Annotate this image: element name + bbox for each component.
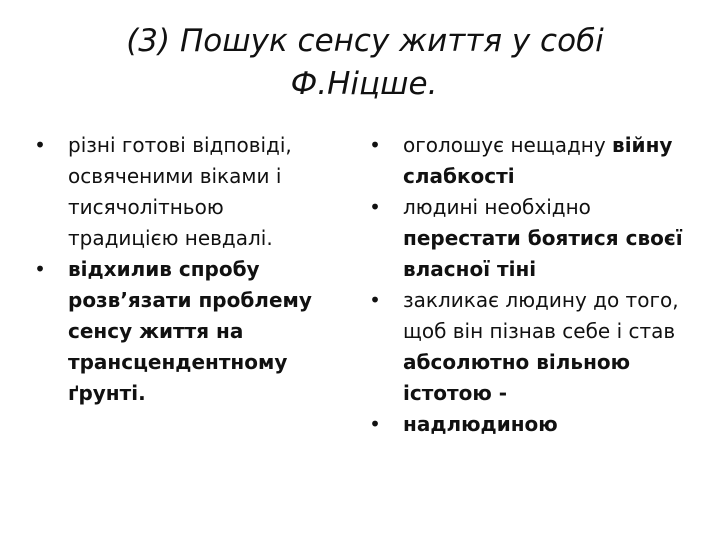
bullet-icon: •: [369, 288, 381, 312]
list-item: [30, 254, 340, 409]
right-item-3-bold: абсолютно вільною істотою -: [403, 350, 631, 405]
left-item-1-text: різні готові відповіді, освяченими віками і тисячолітньою традицією невдалі.: [68, 133, 292, 250]
list-item: [30, 130, 340, 254]
right-item-2-bold: перестати боятися своєї власної тіні: [403, 226, 683, 281]
bullet-icon: •: [369, 195, 381, 219]
right-bullet-list: [365, 130, 700, 440]
slide-title-line1: (3) Пошук сенсу життя у собі: [126, 23, 604, 59]
right-item-1-text: оголошує нещадну: [403, 133, 613, 157]
bullet-icon: •: [369, 412, 381, 436]
list-item: [365, 409, 700, 440]
right-item-1-bold: війну слабкості: [403, 133, 673, 188]
right-item-3-text: закликає людину до того, щоб він пізнав себе і став: [403, 288, 679, 343]
bullet-icon: •: [34, 257, 46, 281]
list-item: [365, 285, 700, 409]
right-item-2-text: людині необхідно: [403, 195, 591, 219]
right-column: [365, 130, 700, 440]
bullet-icon: •: [369, 133, 381, 157]
list-item: [365, 130, 700, 192]
left-bullet-list: [30, 130, 340, 409]
bullet-icon: •: [34, 133, 46, 157]
left-item-2-text: відхилив спробу розв’язати проблему сенсу життя на трансцендентному ґрунті.: [68, 257, 312, 405]
right-item-4-text: надлюдиною: [403, 412, 558, 436]
left-column: [30, 130, 340, 409]
slide-title: [40, 20, 680, 106]
slide-title-line2: Ф.Ніцше.: [290, 66, 438, 102]
list-item: [365, 192, 700, 285]
